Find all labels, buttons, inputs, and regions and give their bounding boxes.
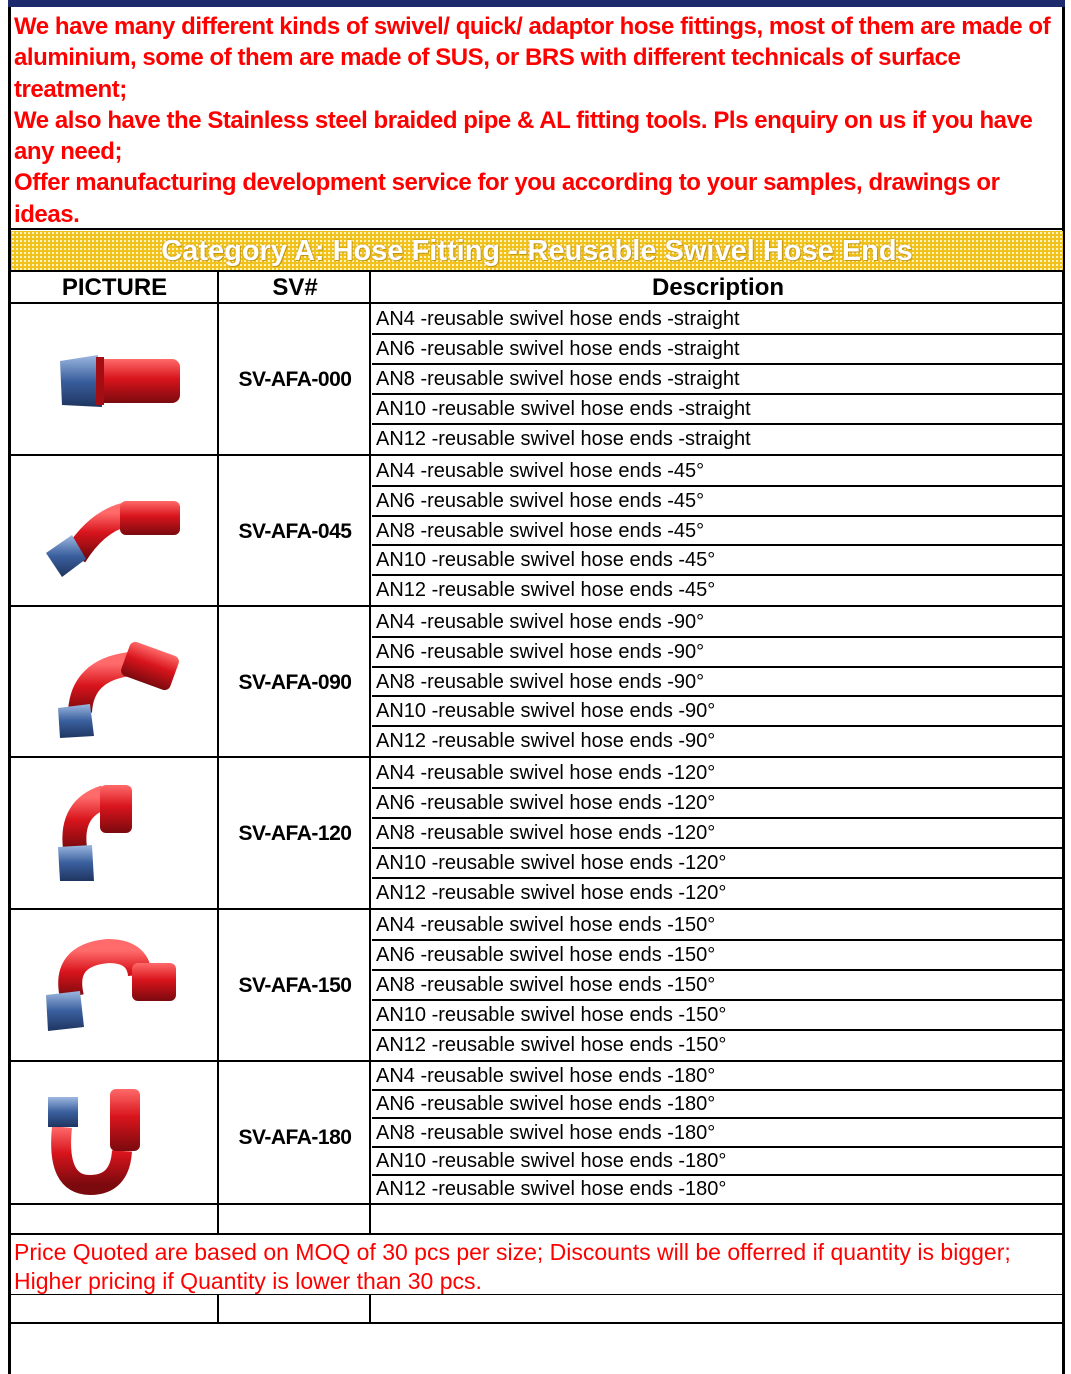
intro-text: [14, 11, 1064, 230]
description-item: AN4 -reusable swivel hose ends -90°: [376, 610, 705, 633]
price-note: [14, 1238, 1059, 1296]
description-item: AN8 -reusable swivel hose ends -45°: [376, 519, 705, 542]
group-bottom-line: [11, 454, 1063, 456]
description-row-line: [372, 877, 1064, 879]
description-item: AN12 -reusable swivel hose ends -150°: [376, 1034, 727, 1056]
description-item: AN10 -reusable swivel hose ends -straight: [376, 398, 751, 420]
description-item: AN8 -reusable swivel hose ends -150°: [376, 974, 716, 996]
120-degree-hose-end-image: [20, 763, 210, 903]
description-item: AN4 -reusable swivel hose ends -straight: [376, 308, 740, 330]
category-title: Category A: Hose Fitting --Reusable Swivel Hose Ends: [161, 235, 913, 267]
description-row-line: [372, 1029, 1064, 1031]
description-item: AN10 -reusable swivel hose ends -90°: [376, 700, 716, 723]
description-row-line: [372, 393, 1064, 395]
sv-code: SV-AFA-000: [238, 368, 352, 392]
description-row-line: [372, 423, 1064, 425]
top-border-bar: [8, 0, 1065, 7]
45-degree-hose-end-image: [20, 461, 210, 601]
group-bottom-line: [11, 1060, 1063, 1062]
sv-code: SV-AFA-180: [238, 1126, 352, 1150]
description-item: AN10 -reusable swivel hose ends -150°: [376, 1004, 727, 1026]
description-row-line: [372, 1117, 1064, 1119]
sv-code: SV-AFA-120: [238, 822, 352, 846]
intro-paragraph-2: We also have the Stainless steel braided pipe & AL fitting tools. Pls enquiry on us if you have any need;: [14, 106, 1033, 166]
intro-divider: [11, 228, 1063, 230]
group-bottom-line: [11, 1203, 1063, 1205]
column-divider-sv-bottom: [369, 1294, 371, 1324]
description-row-line: [372, 515, 1064, 517]
description-item: AN12 -reusable swivel hose ends -straight: [376, 428, 751, 450]
description-item: AN4 -reusable swivel hose ends -180°: [376, 1065, 716, 1088]
column-divider-picture-bottom: [217, 1294, 219, 1324]
header-top-line: [11, 270, 1063, 272]
description-item: AN10 -reusable swivel hose ends -45°: [376, 549, 716, 572]
description-row-line: [372, 787, 1064, 789]
blank-row-line: [11, 1233, 1063, 1235]
description-item: AN6 -reusable swivel hose ends -150°: [376, 944, 716, 966]
description-item: AN12 -reusable swivel hose ends -90°: [376, 730, 716, 753]
column-divider-picture: [217, 270, 219, 1234]
group-bottom-line: [11, 756, 1063, 758]
header-bottom-line: [11, 302, 1063, 304]
description-row-line: [372, 574, 1064, 576]
description-row-line: [372, 666, 1064, 668]
description-item: AN8 -reusable swivel hose ends -180°: [376, 1121, 716, 1144]
description-row-line: [372, 1089, 1064, 1091]
description-item: AN4 -reusable swivel hose ends -45°: [376, 459, 705, 482]
description-item: AN12 -reusable swivel hose ends -45°: [376, 579, 716, 602]
category-banner: [11, 231, 1063, 271]
description-row-line: [372, 544, 1064, 546]
intro-paragraph-1: We have many different kinds of swivel/ quick/ adaptor hose fittings, most of them are made of aluminium, some of them are made of SUS, or BRS with different technicals of surface treatment;: [14, 13, 1051, 103]
sv-code: SV-AFA-045: [238, 520, 352, 544]
description-item: AN6 -reusable swivel hose ends -120°: [376, 792, 716, 814]
bottom-row-line: [11, 1322, 1063, 1324]
description-item: AN10 -reusable swivel hose ends -180°: [376, 1149, 727, 1172]
description-item: AN12 -reusable swivel hose ends -180°: [376, 1177, 727, 1200]
description-row-line: [372, 695, 1064, 697]
180-degree-hose-end-image: [20, 1067, 210, 1207]
description-item: AN10 -reusable swivel hose ends -120°: [376, 852, 727, 874]
description-row-line: [372, 636, 1064, 638]
description-item: AN8 -reusable swivel hose ends -90°: [376, 670, 705, 693]
description-row-line: [372, 485, 1064, 487]
description-item: AN6 -reusable swivel hose ends -180°: [376, 1093, 716, 1116]
column-divider-sv: [369, 270, 371, 1234]
group-bottom-line: [11, 605, 1063, 607]
sv-code: SV-AFA-090: [238, 671, 352, 695]
description-item: AN6 -reusable swivel hose ends -straight: [376, 338, 740, 360]
description-item: AN4 -reusable swivel hose ends -150°: [376, 914, 716, 936]
description-row-line: [372, 725, 1064, 727]
description-item: AN12 -reusable swivel hose ends -120°: [376, 882, 727, 904]
description-row-line: [372, 1174, 1064, 1176]
header-sv: SV#: [272, 274, 318, 301]
description-row-line: [372, 847, 1064, 849]
intro-paragraph-3: Offer manufacturing development service for you according to your samples, drawings or ideas.: [14, 169, 1000, 228]
header-picture: PICTURE: [61, 274, 168, 301]
group-bottom-line: [11, 908, 1063, 910]
header-description: Description: [651, 274, 785, 301]
description-row-line: [372, 939, 1064, 941]
price-note-underline: [11, 1294, 1063, 1295]
sv-code: SV-AFA-150: [238, 974, 352, 998]
description-row-line: [372, 1146, 1064, 1148]
150-degree-hose-end-image: [20, 915, 210, 1055]
description-item: AN4 -reusable swivel hose ends -120°: [376, 762, 716, 784]
description-item: AN6 -reusable swivel hose ends -90°: [376, 640, 705, 663]
description-row-line: [372, 817, 1064, 819]
description-row-line: [372, 969, 1064, 971]
description-item: AN8 -reusable swivel hose ends -straight: [376, 368, 740, 390]
description-row-line: [372, 999, 1064, 1001]
description-item: AN8 -reusable swivel hose ends -120°: [376, 822, 716, 844]
description-row-line: [372, 363, 1064, 365]
description-item: AN6 -reusable swivel hose ends -45°: [376, 489, 705, 512]
price-note-text: Price Quoted are based on MOQ of 30 pcs per size; Discounts will be offerred if quantity is bigger; Higher pricing if Quantity is lower than 30 pcs.: [14, 1239, 1011, 1294]
description-row-line: [372, 333, 1064, 335]
90-degree-hose-end-image: [20, 612, 210, 752]
straight-hose-end-image: [20, 309, 210, 449]
